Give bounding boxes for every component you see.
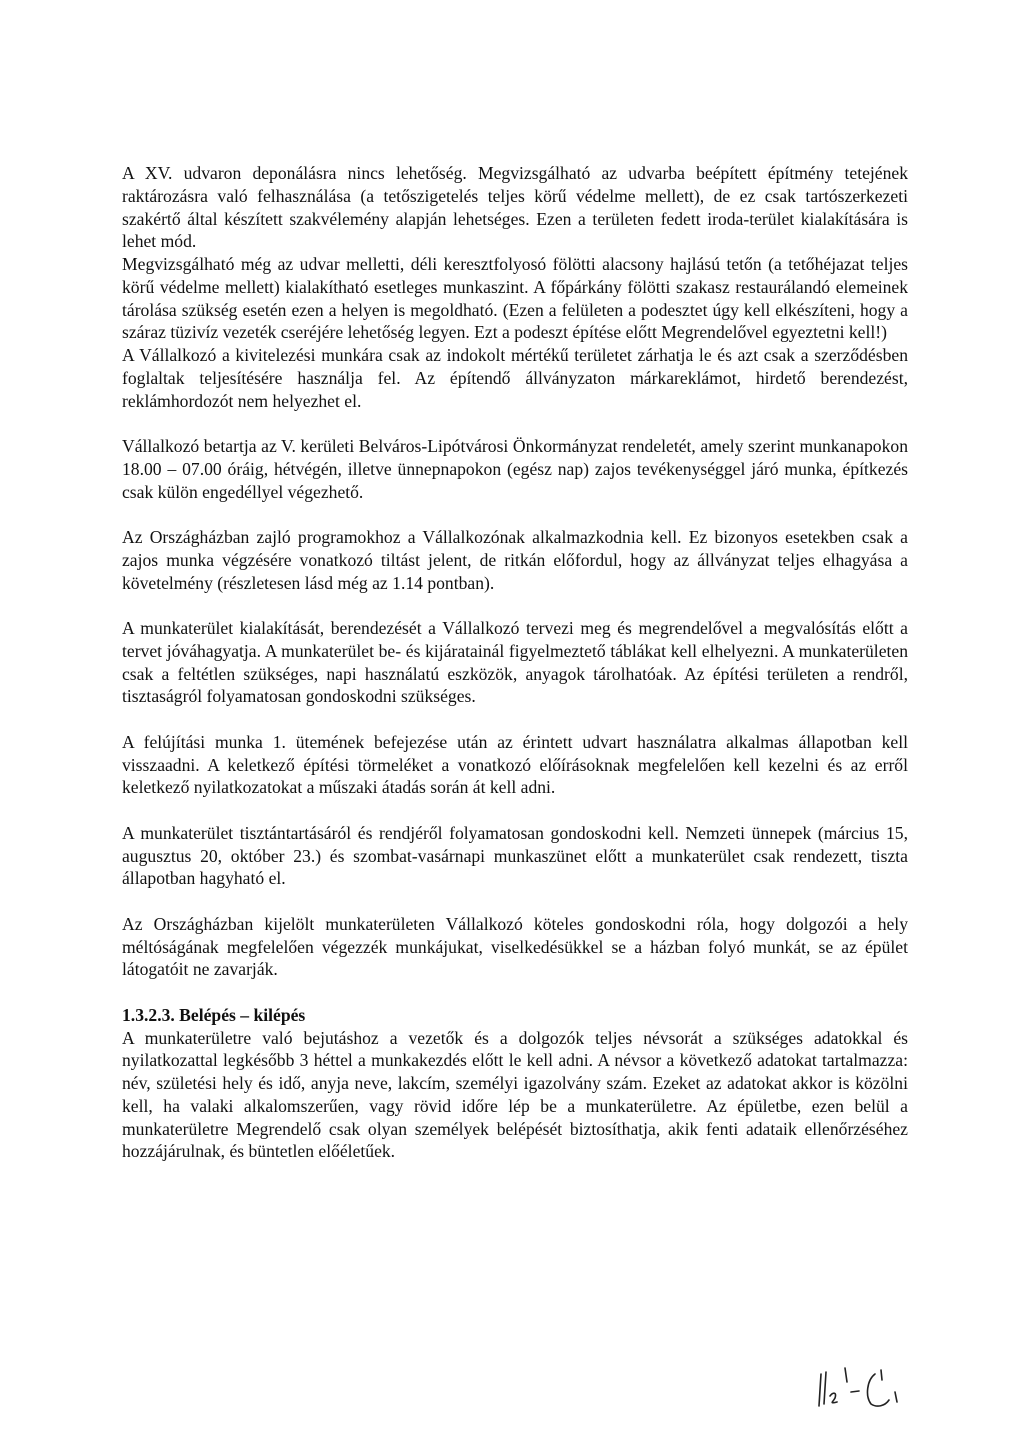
- paragraph-site-area: A Vállalkozó a kivitelezési munkára csak az indokolt mértékű területet zárhatja le és azt csak a szerződésben foglaltak teljesítésére használja fel. Az építendő állványzaton márkareklámot, hirdető berendezést, reklámhordozót nem helyezhet el.: [122, 345, 908, 411]
- signature-mark: [815, 1362, 905, 1412]
- paragraph-storage: A XV. udvaron deponálásra nincs lehetőség. Megvizsgálható az udvarba beépített építmény tetejének raktározásra való felhasználása (a tetőszigetelés teljes körű védelme mellett), de ez csak tartószerkezeti szakértő által készített szakvélemény alapján lehetséges. Ezen a területen fedett iroda-terület kialakítására is lehet mód.: [122, 163, 908, 252]
- section-body: A munkaterületre való bejutáshoz a vezetők és a dolgozók teljes névsorát a szükséges adatokkal és nyilatkozattal legkésőbb 3 héttel a munkakezdés előtt le kell adni. A névsor a következő adatokat tartalmazza: név, születési hely és idő, anyja neve, lakcím, személyi igazolvány szám. Ezeket az adatokat akkor is közölni kell, ha valaki alkalomszerűen, vagy rövid időre lép be a munkaterületre. Az épületbe, ezen belül a munkaterületre Megrendelő csak olyan személyek belépését biztosíthatja, akik fenti adataik ellenőrzéséhez hozzájárulnak, és büntetlen előéletűek.: [122, 1027, 908, 1162]
- paragraph-conduct: Az Országházban kijelölt munkaterületen Vállalkozó köteles gondoskodni róla, hogy dolgozói a hely méltóságának megfelelően végezzék munkájukat, viselkedésükkel se a házban folyó munkát, se az épület látogatóit ne zavarják.: [122, 913, 908, 980]
- paragraph-noise-regulation: Vállalkozó betartja az V. kerületi Belváros-Lipótvárosi Önkormányzat rendeletét, amely szerint munkanapokon 18.00 – 07.00 óráig, hétvégén, illetve ünnepnapokon (egész nap) zajos tevékenységgel járó munka, építkezés csak külön engedéllyel végezhető.: [122, 436, 908, 502]
- document-page: [122, 162, 908, 1163]
- section-heading: 1.3.2.3. Belépés – kilépés: [122, 1004, 306, 1025]
- paragraph-courtyard-return: A felújítási munka 1. ütemének befejezése után az érintett udvart használatra alkalmas állapotban kell visszaadni. A keletkező építési törmeléket a vonatkozó előírásoknak megfelelően kell kezelni és az erről keletkező nyilatkozatokat a műszaki átadás során át kell adni.: [122, 731, 908, 798]
- paragraph-cleanliness: A munkaterület tisztántartásáról és rendjéről folyamatosan gondoskodni kell. Nemzeti ünnepek (március 15, augusztus 20, október 23.) és szombat-vasárnapi munkaszünet előtt a munkaterület csak rendezett, tiszta állapotban hagyható el.: [122, 822, 908, 889]
- paragraph-site-setup: A munkaterület kialakítását, berendezését a Vállalkozó tervezi meg és megrendelővel a megvalósítás előtt a tervet jóváhagyatja. A munkaterület be- és kijáratainál figyelmeztető táblákat kell elhelyezni. A munkaterületen csak a feltétlen szükséges, napi használatú eszközök, anyagok tárolhatóak. Az építési területen a rendről, tisztaságról folyamatosan gondoskodni szükséges.: [122, 618, 908, 707]
- paragraph-programs: Az Országházban zajló programokhoz a Vállalkozónak alkalmazkodnia kell. Ez bizonyos esetekben csak a zajos munka végzésére vonatkozó tiltást jelent, de ritkán előfordul, hogy az állványzat teljes elhagyása a követelmény (részletesen lásd még az 1.14 pontban).: [122, 527, 908, 593]
- paragraph-work-level: Megvizsgálható még az udvar melletti, déli keresztfolyosó fölötti alacsony hajlású tetőn (a tetőhéjazat teljes körű védelme mellett) kialakítható esetleges munkaszint. A főpárkány fölötti szakasz restaurálandó elemeinek tárolása szükség esetén ezen a helyen is megoldható. (Ezen a felületen a podesztet úgy kell elkészíteni, hogy a száraz tüzivíz vezeték cseréjére lehetőség legyen. Ezt a podeszt építése előtt Megrendelővel egyeztetni kell!): [122, 254, 908, 343]
